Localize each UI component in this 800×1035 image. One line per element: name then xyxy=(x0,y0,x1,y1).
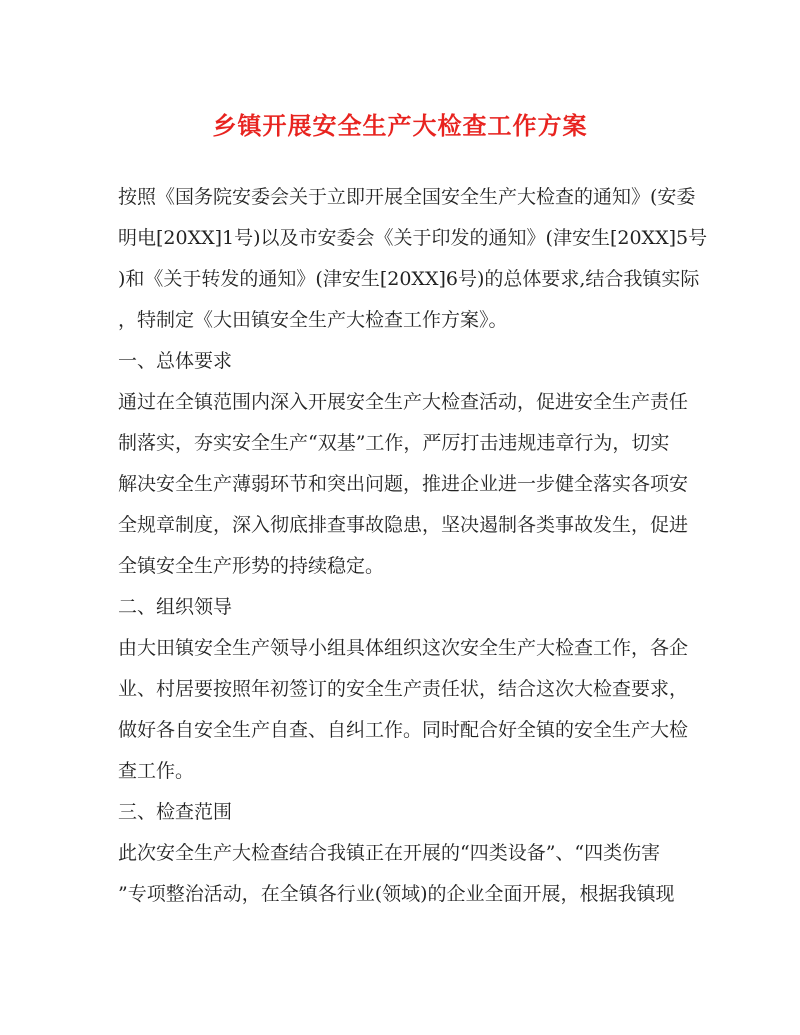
body-line: ”专项整治活动，在全镇各行业(领域)的企业全面开展，根据我镇现 xyxy=(118,883,675,905)
body-line: ，特制定《大田镇安全生产大检查工作方案》。 xyxy=(118,309,508,331)
body-line: 做好各自安全生产自查、自纠工作。同时配合好全镇的安全生产大检 xyxy=(118,719,689,741)
body-line: 明电[20XX]1号)以及市安委会《关于印发的通知》(津安生[20XX]5号 xyxy=(118,227,708,249)
body-line: 业、村居要按照年初签订的安全生产责任状，结合这次大检查要求， xyxy=(118,678,689,700)
body-line: 全规章制度，深入彻底排查事故隐患，坚决遏制各类事故发生，促进 xyxy=(118,514,689,536)
section-heading-2: 二、组织领导 xyxy=(118,596,233,618)
body-line: 查工作。 xyxy=(118,760,195,782)
section-heading-3: 三、检查范围 xyxy=(118,801,233,823)
body-line: 由大田镇安全生产领导小组具体组织这次安全生产大检查工作，各企 xyxy=(118,637,689,659)
body-line: 全镇安全生产形势的持续稳定。 xyxy=(118,555,385,577)
body-line: 通过在全镇范围内深入开展安全生产大检查活动，促进安全生产责任 xyxy=(118,391,689,413)
document-title: 乡镇开展安全生产大检查工作方案 xyxy=(212,111,588,140)
body-line: 制落实，夯实安全生产“双基”工作，严厉打击违规违章行为，切实 xyxy=(118,432,670,454)
body-line: 解决安全生产薄弱环节和突出问题，推进企业进一步健全落实各项安 xyxy=(118,473,689,495)
body-line: 按照《国务院安委会关于立即开展全国安全生产大检查的通知》(安委 xyxy=(118,186,696,208)
section-heading-1: 一、总体要求 xyxy=(118,350,233,372)
body-line: )和《关于转发的通知》(津安生[20XX]6号)的总体要求,结合我镇实际 xyxy=(118,268,700,290)
body-line: 此次安全生产大检查结合我镇正在开展的“四类设备”、“四类伤害 xyxy=(118,842,661,864)
